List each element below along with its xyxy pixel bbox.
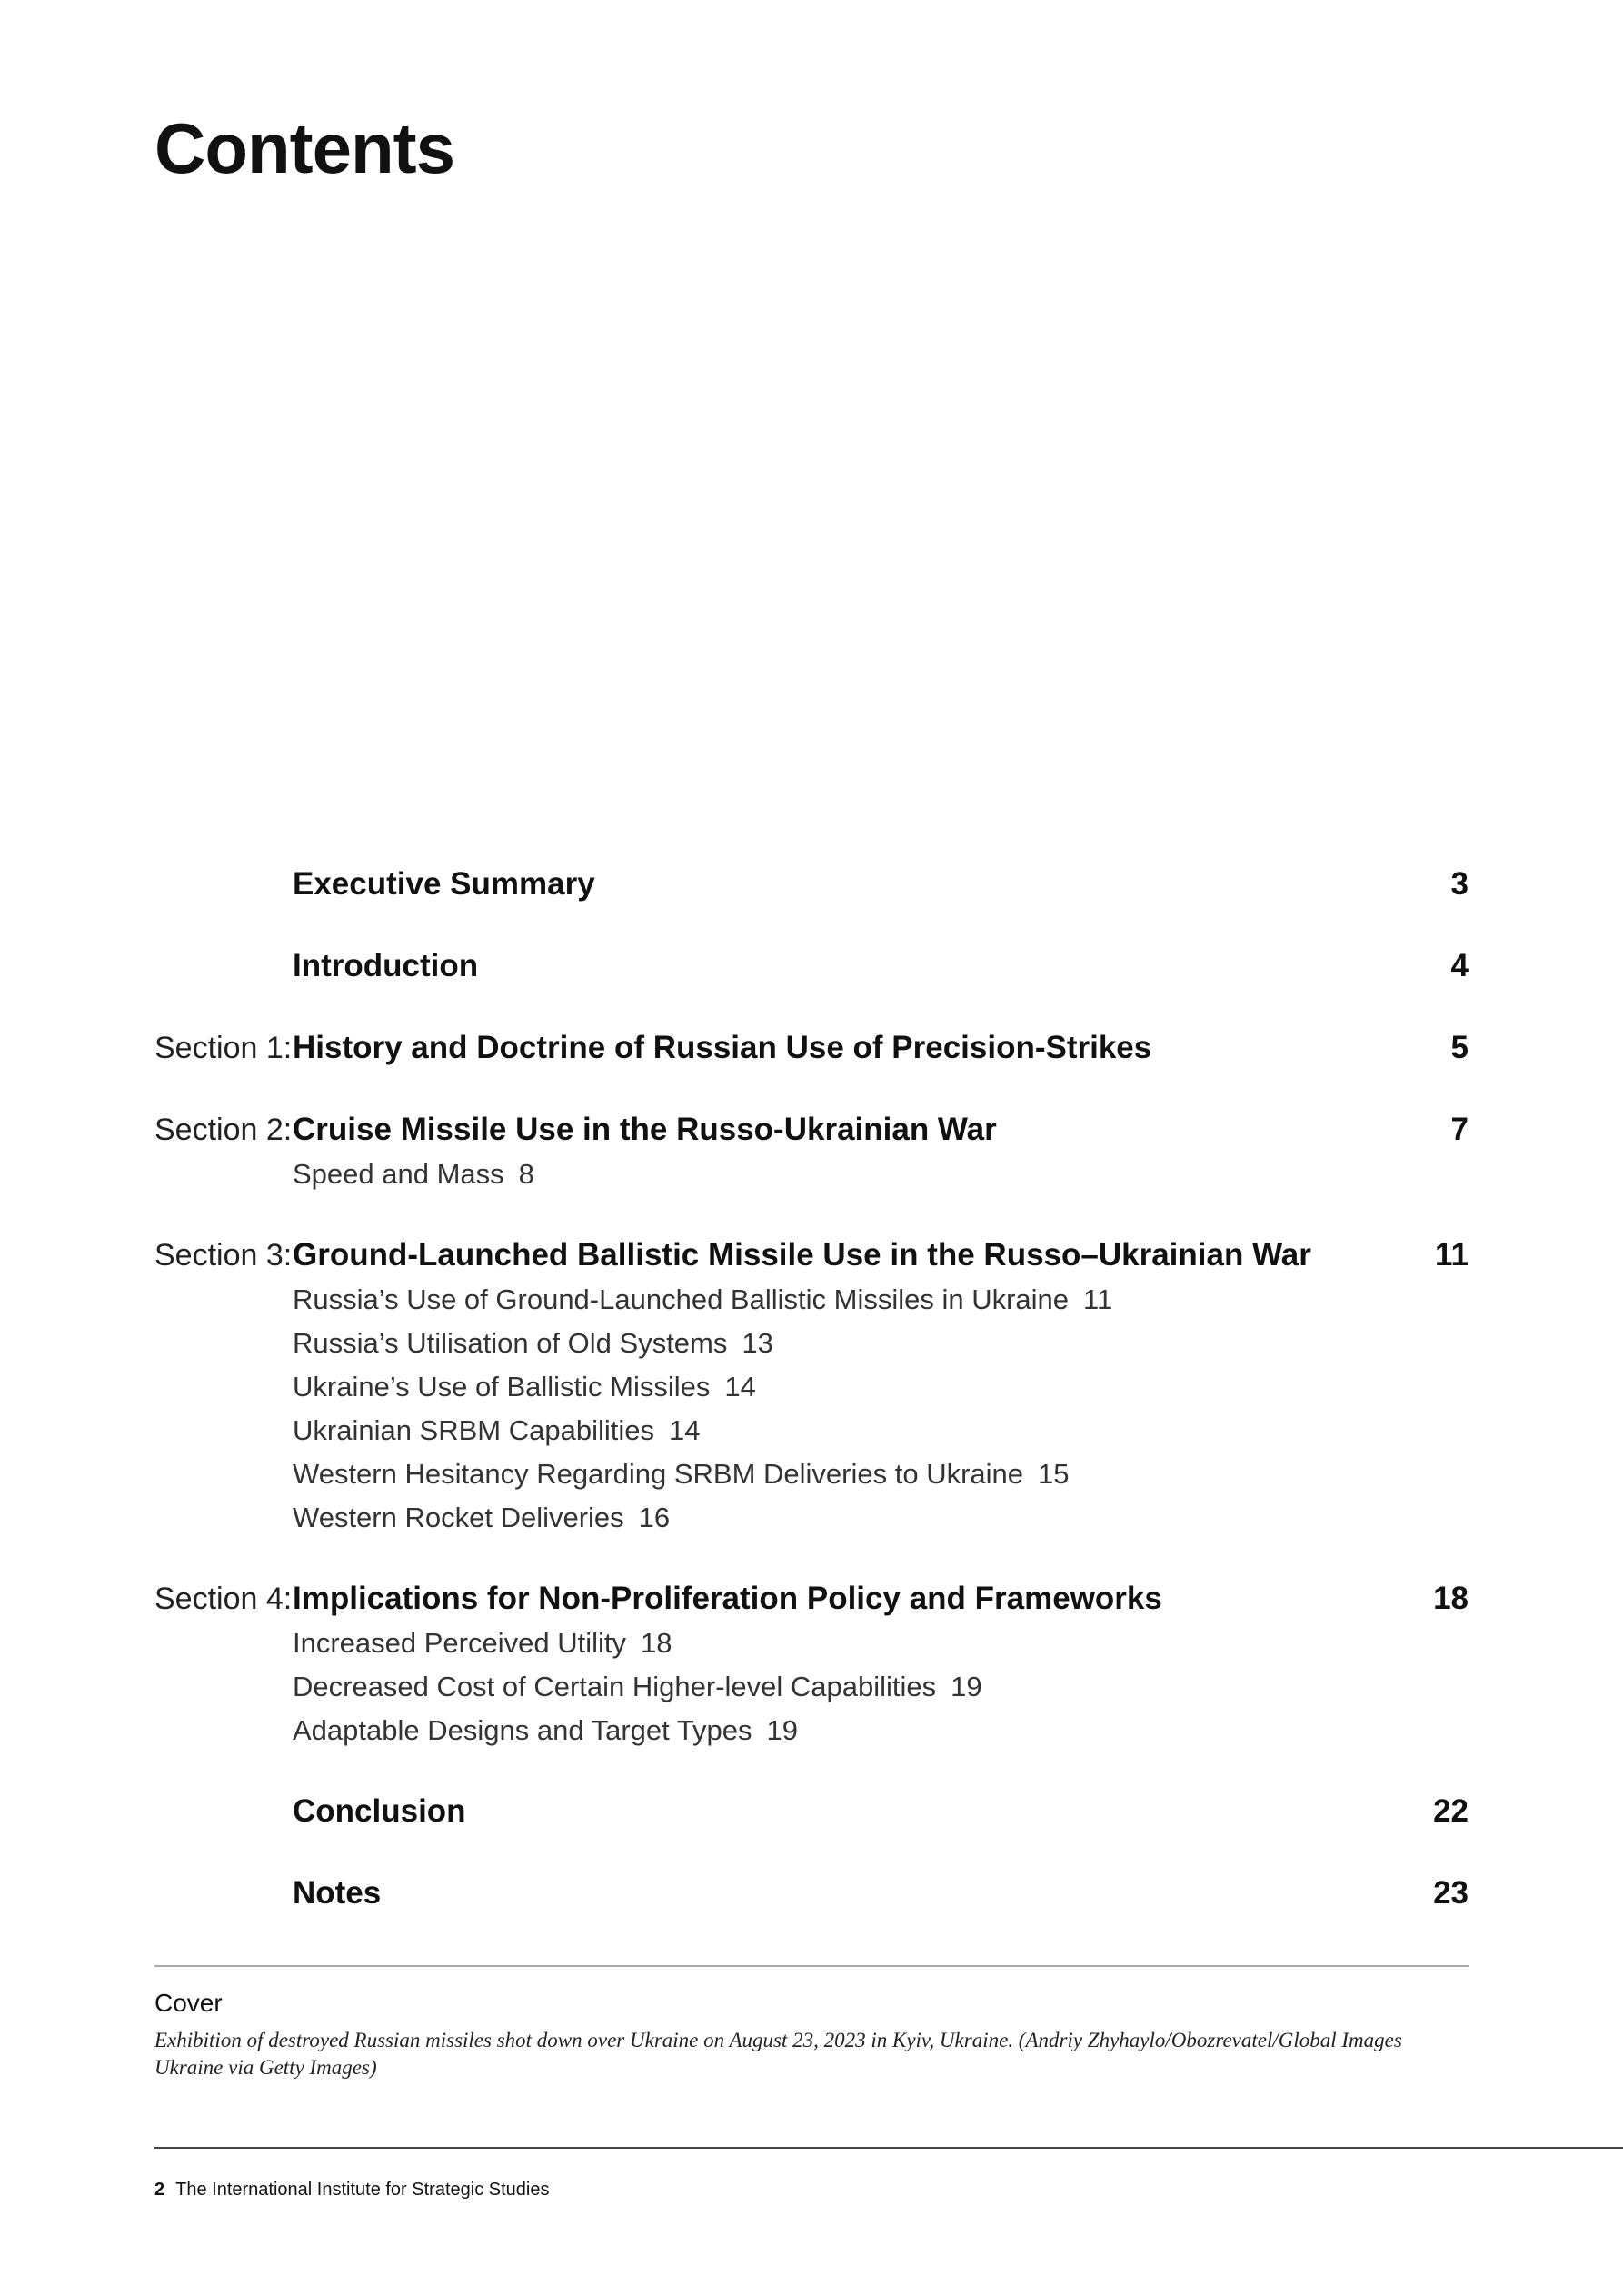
- toc-entry[interactable]: [154, 862, 1469, 907]
- toc-subentry-title: Russia’s Utilisation of Old Systems: [293, 1327, 728, 1359]
- toc-entry-heading: [154, 1576, 1469, 1622]
- toc-subentry-page: 19: [766, 1714, 799, 1746]
- toc-subentry-page: 18: [641, 1627, 672, 1659]
- toc-entry[interactable]: [154, 1789, 1469, 1834]
- toc-entry-title: Introduction: [293, 948, 479, 983]
- toc-entry[interactable]: [154, 1025, 1469, 1071]
- toc-subentry-title: Western Hesitancy Regarding SRBM Deliveries to Ukraine: [293, 1458, 1024, 1490]
- toc-section-prefix: Section 2:: [154, 1113, 293, 1147]
- cover-caption: Exhibition of destroyed Russian missiles shot down over Ukraine on August 23, 2023 in Kyiv, Ukraine. (Andriy Zhyhaylo/Obozrevatel/Global Images Ukraine via Getty Images): [154, 2029, 1402, 2079]
- toc-entry-title: Ground-Launched Ballistic Missile Use in the Russo–Ukrainian War: [293, 1237, 1311, 1273]
- toc-section-prefix: Section 1:: [154, 1031, 293, 1065]
- divider: [154, 1965, 1469, 1967]
- toc-entry-page: 18: [1433, 1581, 1469, 1616]
- toc-subentry-title: Speed and Mass: [293, 1158, 504, 1190]
- cover-label: Cover: [154, 1989, 223, 2017]
- toc-subentry[interactable]: [293, 1496, 1469, 1540]
- toc-subentry[interactable]: [293, 1153, 1469, 1196]
- toc-subentry-title: Decreased Cost of Certain Higher-level Capabilities: [293, 1671, 937, 1702]
- page-footer: [154, 2180, 549, 2201]
- toc-subentry-page: 13: [742, 1327, 773, 1359]
- toc-subentry-title: Ukrainian SRBM Capabilities: [293, 1414, 654, 1446]
- toc-entry-heading: [154, 1025, 1469, 1071]
- toc-subentry-page: 8: [518, 1158, 534, 1190]
- page-title: Contents: [154, 108, 454, 188]
- toc-subentry[interactable]: [293, 1278, 1469, 1322]
- footer-page-number: 2: [154, 2180, 165, 2200]
- toc-entry-page: 4: [1450, 948, 1469, 983]
- table-of-contents: [154, 862, 1469, 1952]
- toc-entry[interactable]: [154, 1576, 1469, 1752]
- toc-subentry-title: Ukraine’s Use of Ballistic Missiles: [293, 1371, 711, 1403]
- toc-section-prefix: Section 3:: [154, 1238, 293, 1273]
- toc-entry[interactable]: [154, 1233, 1469, 1540]
- toc-subentry[interactable]: [293, 1665, 1469, 1709]
- toc-entry[interactable]: [154, 1871, 1469, 1916]
- toc-subentry[interactable]: [293, 1709, 1469, 1752]
- toc-entry-page: 7: [1450, 1112, 1469, 1147]
- toc-entry-heading: [154, 1233, 1469, 1278]
- toc-entry[interactable]: [154, 943, 1469, 989]
- toc-entry-title: Executive Summary: [293, 866, 595, 902]
- toc-entry-page: 3: [1450, 866, 1469, 902]
- toc-entry-heading: [154, 1871, 1469, 1916]
- toc-subentry-title: Increased Perceived Utility: [293, 1627, 626, 1659]
- toc-entry-title: Conclusion: [293, 1793, 466, 1829]
- toc-subentry-page: 19: [951, 1671, 982, 1702]
- toc-subentry-page: 11: [1083, 1283, 1113, 1315]
- toc-subentry[interactable]: [293, 1322, 1469, 1365]
- toc-subentry[interactable]: [293, 1409, 1469, 1452]
- toc-entry-page: 22: [1433, 1793, 1469, 1829]
- toc-entry-page: 23: [1433, 1875, 1469, 1911]
- toc-entry-title: Notes: [293, 1875, 382, 1911]
- toc-entry-title: History and Doctrine of Russian Use of Precision-Strikes: [293, 1030, 1152, 1065]
- footer-rule: [154, 2147, 1623, 2149]
- toc-entry-title: Implications for Non-Proliferation Policy and Frameworks: [293, 1581, 1162, 1616]
- toc-subentry[interactable]: [293, 1365, 1469, 1409]
- toc-entry-page: 11: [1435, 1237, 1469, 1273]
- toc-subentry-title: Western Rocket Deliveries: [293, 1502, 624, 1533]
- toc-entry[interactable]: [154, 1107, 1469, 1196]
- toc-entry-heading: [154, 1107, 1469, 1153]
- toc-section-prefix: Section 4:: [154, 1582, 293, 1616]
- toc-entry-page: 5: [1450, 1030, 1469, 1065]
- toc-entry-title: Cruise Missile Use in the Russo-Ukrainian War: [293, 1112, 997, 1147]
- toc-subentry-page: 15: [1038, 1458, 1070, 1490]
- toc-subentry[interactable]: [293, 1452, 1469, 1496]
- toc-entry-heading: [154, 1789, 1469, 1834]
- toc-subentry-page: 16: [638, 1502, 671, 1533]
- toc-entry-heading: [154, 943, 1469, 989]
- toc-subentry-title: Russia’s Use of Ground-Launched Ballistic Missiles in Ukraine: [293, 1283, 1070, 1315]
- toc-subentry-title: Adaptable Designs and Target Types: [293, 1714, 752, 1746]
- toc-subentry[interactable]: [293, 1622, 1469, 1665]
- toc-subentry-page: 14: [669, 1414, 701, 1446]
- toc-entry-heading: [154, 862, 1469, 907]
- footer-publisher: The International Institute for Strategic Studies: [175, 2180, 550, 2200]
- toc-subentry-page: 14: [724, 1371, 756, 1403]
